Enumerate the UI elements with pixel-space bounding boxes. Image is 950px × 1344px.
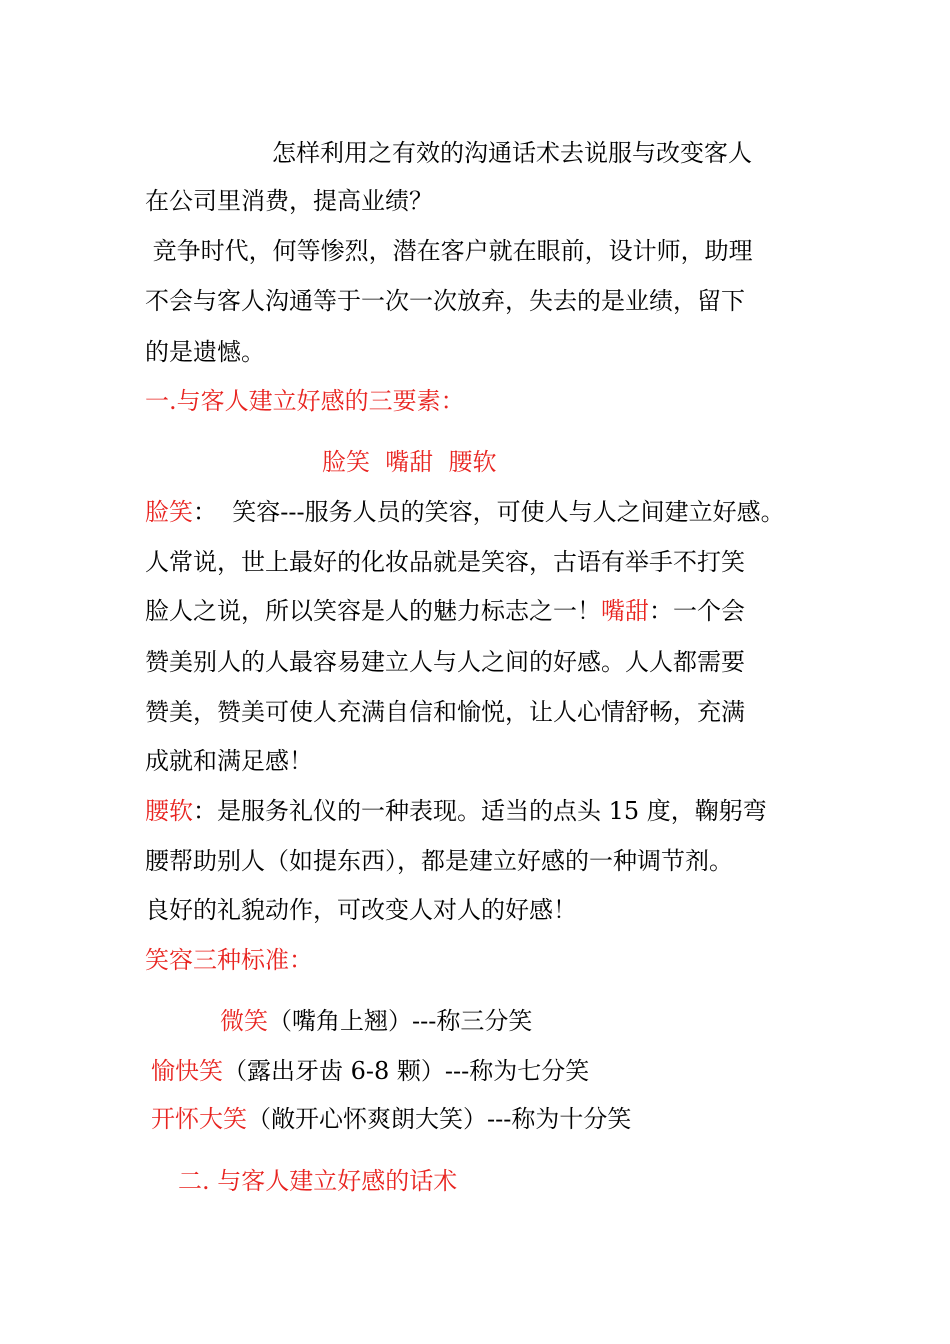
- soft-waist-text: ：是服务礼仪的一种表现。适当的点头 15 度，鞠躬弯: [193, 797, 767, 825]
- soft-waist-line-1: [145, 796, 767, 826]
- smile-standard-item: [220, 1006, 532, 1036]
- face-smile-line-1: [145, 497, 785, 527]
- sweet-mouth-line-2: 赞美别人的人最容易建立人与人之间的好感。人人都需要: [145, 648, 745, 676]
- face-smile-text-end: 脸人之说，所以笑容是人的魅力标志之一！: [145, 597, 601, 625]
- intro-line-3: 的是遗憾。: [145, 338, 265, 366]
- sweet-mouth-text-start: ：一个会: [649, 597, 745, 625]
- three-elements: 脸笑 嘴甜 腰软: [322, 448, 497, 476]
- title-line-2: 在公司里消费，提高业绩？: [145, 187, 433, 215]
- soft-waist-line-2: 腰帮助别人（如提东西），都是建立好感的一种调节剂。: [145, 847, 733, 875]
- smile-standard-text: （嘴角上翘）---称三分笑: [268, 1007, 533, 1035]
- face-smile-line-3: [145, 596, 745, 626]
- smile-standard-label: 愉快笑: [151, 1057, 223, 1085]
- smile-standard-label: 微笑: [220, 1007, 268, 1035]
- sweet-mouth-line-4: 成就和满足感！: [145, 747, 313, 775]
- smile-standard-text: （露出牙齿 6-8 颗）---称为七分笑: [223, 1057, 590, 1085]
- section2-heading: 二. 与客人建立好感的话术: [178, 1167, 458, 1195]
- smile-standards-heading: 笑容三种标准：: [145, 946, 313, 974]
- smile-standard-item: [151, 1056, 589, 1086]
- section1-heading: 一.与客人建立好感的三要素：: [145, 387, 465, 415]
- intro-line-1: 竞争时代，何等惨烈，潜在客户就在眼前，设计师，助理: [145, 237, 753, 265]
- title-line-1: 怎样利用之有效的沟通话术去说服与改变客人: [272, 139, 752, 167]
- face-smile-text: ： 笑容---服务人员的笑容，可使人与人之间建立好感。: [193, 498, 785, 526]
- smile-standard-text: （敞开心怀爽朗大笑）---称为十分笑: [247, 1105, 632, 1133]
- face-smile-line-2: 人常说，世上最好的化妆品就是笑容，古语有举手不打笑: [145, 548, 745, 576]
- soft-waist-label: 腰软: [145, 797, 193, 825]
- smile-standard-item: [151, 1104, 631, 1134]
- intro-line-2: 不会与客人沟通等于一次一次放弃，失去的是业绩，留下: [145, 287, 745, 315]
- soft-waist-line-3: 良好的礼貌动作，可改变人对人的好感！: [145, 896, 577, 924]
- sweet-mouth-label: 嘴甜: [601, 597, 649, 625]
- face-smile-label: 脸笑: [145, 498, 193, 526]
- smile-standard-label: 开怀大笑: [151, 1105, 247, 1133]
- sweet-mouth-line-3: 赞美，赞美可使人充满自信和愉悦，让人心情舒畅，充满: [145, 698, 745, 726]
